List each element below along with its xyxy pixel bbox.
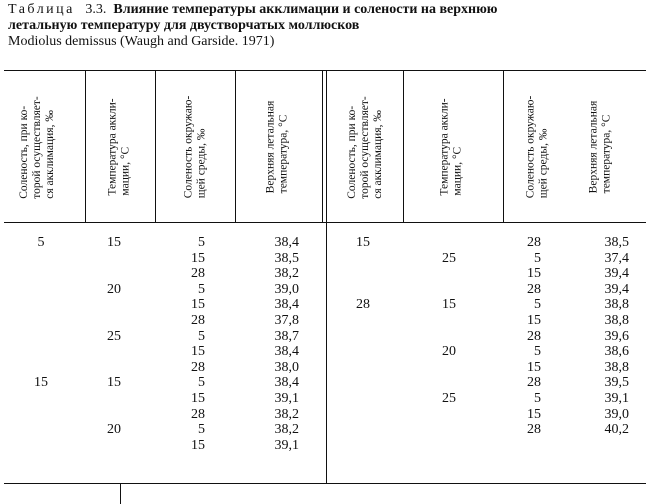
table-cell: 39,5: [604, 375, 629, 391]
table-cell: 38,8: [604, 313, 629, 328]
column-header: [441, 72, 463, 222]
table-cell: 5: [534, 344, 541, 360]
column-header-line: Соленость окружаю-: [524, 95, 536, 199]
table-cell: 28: [527, 281, 541, 297]
column-header-line: торой осуществляет-: [358, 95, 371, 199]
table-cell: 39,6: [604, 328, 629, 344]
column-divider: [155, 70, 156, 222]
footer-stub: [120, 484, 121, 504]
column-header-line: мации, °С: [452, 146, 465, 196]
table-cell: 28: [356, 297, 370, 313]
column-divider: [503, 70, 504, 222]
table-cell: 39,0: [274, 281, 299, 297]
table-cell: 15: [356, 235, 370, 250]
header-bottom-rule: [4, 222, 646, 223]
column-header-line: Соленость, при ко-: [345, 105, 358, 199]
column-divider: [235, 70, 236, 222]
table-cell: 15: [442, 297, 456, 313]
table-cell: 5: [198, 281, 205, 297]
table-cell: 38,6: [604, 344, 629, 360]
table-cell: 39,4: [604, 281, 629, 297]
caption-title-line-1: Влияние температуры акклимации и солености на верхнюю: [113, 2, 498, 17]
table-cell: 25: [442, 250, 456, 266]
center-divider: [326, 70, 327, 222]
column-header-line: щей среды, ‰: [195, 128, 207, 199]
table-cell: 15: [527, 313, 541, 328]
table-cell: 5: [37, 235, 45, 250]
table-cell: 15: [527, 406, 541, 422]
table-cell: 38,8: [604, 297, 629, 313]
table-cell: 15: [191, 344, 205, 360]
column-header-line: Соленость окружаю-: [182, 95, 194, 199]
column-header-line: ся акклимация, ‰: [371, 109, 384, 199]
column-header-line: торой осуществляет-: [30, 95, 43, 199]
table-cell: 38,7: [274, 328, 299, 344]
table-cell: 15: [527, 359, 541, 375]
table-cell: 25: [107, 328, 121, 344]
column-header-line: Верхняя летальная: [264, 100, 277, 194]
table-cell: 5: [534, 297, 541, 313]
table-cell: 38,2: [274, 266, 299, 282]
table-cell: 15: [191, 297, 205, 313]
column-header-line: температура, °С: [600, 114, 613, 194]
table-cell: 28: [527, 235, 541, 250]
table-cell: 15: [191, 437, 205, 453]
table-cell: 38,4: [274, 344, 299, 360]
table-cell: 20: [442, 344, 456, 360]
table-cell: 5: [534, 391, 541, 406]
column-divider: [322, 70, 323, 222]
center-divider-body: [326, 223, 327, 483]
column-header: [184, 72, 206, 222]
table-cell: 38,4: [274, 235, 299, 250]
table-cell: 5: [198, 235, 205, 250]
table-cell: 39,4: [604, 266, 629, 282]
column-header-line: Температура аккли-: [107, 98, 120, 196]
table-cell: 25: [442, 391, 456, 406]
column-header-line: Температура аккли-: [439, 98, 452, 196]
table-cell: 15: [107, 235, 121, 250]
caption-label: Таблица: [8, 2, 75, 17]
table-cell: 28: [191, 406, 205, 422]
column-header: [109, 72, 131, 222]
table-cell: 38,0: [274, 359, 299, 375]
caption-line-1: [8, 2, 648, 18]
table-cell: 37,8: [274, 313, 299, 328]
table-cell: 37,4: [604, 250, 629, 266]
table-cell: 39,1: [604, 391, 629, 406]
table-cell: 28: [527, 422, 541, 438]
table-cell: 38,4: [274, 297, 299, 313]
table-bottom-rule: [4, 483, 646, 484]
table-cell: 39,0: [604, 406, 629, 422]
column-header-line: мации, °С: [120, 146, 133, 196]
column-header: [526, 72, 548, 222]
table-cell: 5: [198, 375, 205, 391]
table-cell: 28: [191, 359, 205, 375]
table-cell: 40,2: [604, 422, 629, 438]
table-cell: 38,2: [274, 406, 299, 422]
table-cell: 15: [191, 250, 205, 266]
table-cell: 15: [107, 375, 121, 391]
table-top-rule: [4, 70, 646, 71]
caption-number: 3.3.: [85, 2, 107, 17]
column-header: [266, 72, 288, 222]
table-cell: 5: [198, 422, 205, 438]
table-caption: [8, 2, 648, 50]
column-header-line: температура, °С: [277, 114, 290, 194]
table-cell: 39,1: [274, 437, 299, 453]
table-cell: 28: [191, 266, 205, 282]
table-cell: 20: [107, 281, 121, 297]
table-cell: 38,5: [604, 235, 629, 250]
table-cell: 28: [527, 375, 541, 391]
table-cell: 38,4: [274, 375, 299, 391]
table-cell: 38,8: [604, 359, 629, 375]
column-divider: [85, 70, 86, 222]
column-header: [345, 72, 384, 222]
column-header-line: ся акклимация, ‰: [43, 109, 56, 199]
column-header-line: щей среды, ‰: [537, 128, 549, 199]
caption-title-line-2: летальную температуру для двустворчатых моллюсков: [8, 18, 360, 33]
table-cell: 28: [527, 328, 541, 344]
column-header: [17, 72, 56, 222]
caption-species: Modiolus demissus (Waugh and Garside. 1971): [8, 34, 275, 49]
table-cell: 20: [107, 422, 121, 438]
table-cell: 28: [191, 313, 205, 328]
column-header-line: Верхняя летальная: [587, 100, 600, 194]
table-cell: 38,5: [274, 250, 299, 266]
column-header-line: Соленость, при ко-: [17, 105, 30, 199]
table-cell: 38,2: [274, 422, 299, 438]
table-cell: 5: [534, 250, 541, 266]
column-header: [589, 72, 611, 222]
table-cell: 5: [198, 328, 205, 344]
column-divider: [403, 70, 404, 222]
table-cell: 15: [527, 266, 541, 282]
table-cell: 39,1: [274, 391, 299, 406]
table-cell: 15: [34, 375, 48, 391]
table-cell: 15: [191, 391, 205, 406]
